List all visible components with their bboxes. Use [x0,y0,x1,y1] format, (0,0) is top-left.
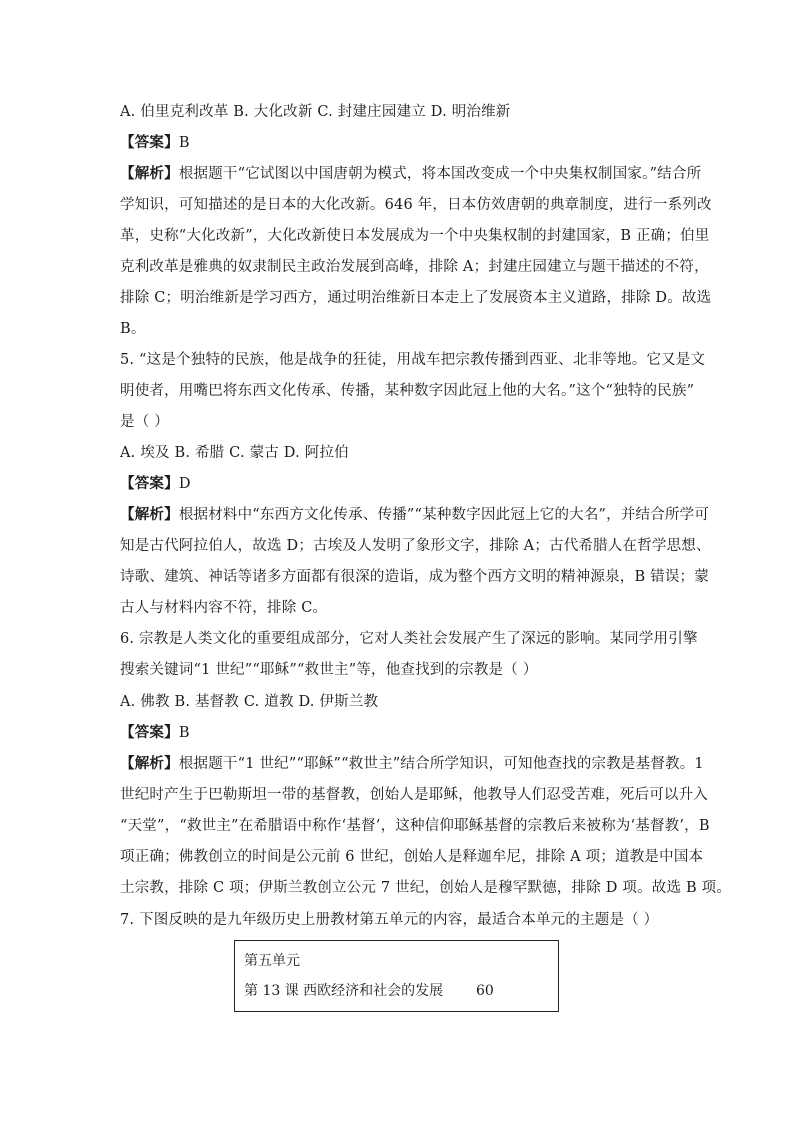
toc-lesson-title: 第 13 课 西欧经济和社会的发展 [244,983,444,999]
q7-stem: 7. 下图反映的是九年级历史上册教材第五单元的内容，最适合本单元的主题是（ ） [120,912,659,928]
q6-analysis-line: 项正确；佛教创立的时间是公元前 6 世纪，创始人是释迦牟尼，排除 A 项；道教是中国本 [120,849,704,865]
analysis-label: 【解析】 [120,506,179,523]
q5-analysis-line: 古人与材料内容不符，排除 C。 [120,600,328,616]
q4-analysis-line: 学知识，可知描述的是日本的大化改新。646 年，日本仿效唐朝的典章制度，进行一系列改 [120,197,712,213]
toc-lesson-entry [244,981,544,1001]
answer-value: B [178,725,190,741]
q6-options: A. 佛教 B. 基督教 C. 道教 D. 伊斯兰教 [120,694,379,710]
q4-answer [120,133,682,153]
analysis-label: 【解析】 [120,165,179,182]
q6-stem-line: 搜索关键词“1 世纪”“耶稣”“救世主”等，他查找到的宗教是（ ） [120,662,538,678]
textbook-toc-figure [234,940,559,1012]
q4-analysis-line: 革，史称“大化改新”，大化改新使日本发展成为一个中央集权制的封建国家，B 正确；伯里 [120,228,710,244]
q6-analysis-line: 【解析】根据题干“1 世纪”“耶稣”“救世主”结合所学知识，可知他查找的宗教是基督教。1 [120,755,704,772]
toc-unit-title: 第五单元 [244,953,300,969]
q6-analysis-line: “天堂”，“救世主”在希腊语中称作‘基督’，这种信仰耶稣基督的宗教后来被称为‘基督教’，B [120,818,710,834]
q5-answer [120,474,682,494]
q4-options: A. 伯里克利改革 B. 大化改新 C. 封建庄园建立 D. 明治维新 [120,104,511,120]
answer-label: 【答案】 [120,724,179,741]
q4-analysis-line: B。 [120,321,146,337]
q5-options: A. 埃及 B. 希腊 C. 蒙古 D. 阿拉伯 [120,445,349,461]
answer-value: D [178,476,191,492]
toc-page-number: 60 [476,983,494,999]
q6-answer [120,723,682,743]
q6-stem-line: 6. 宗教是人类文化的重要组成部分，它对人类社会发展产生了深远的影响。某同学用引擎 [120,631,698,647]
q5-stem-line: 5. “这是个独特的民族，他是战争的狂徒，用战车把宗教传播到西亚、北非等地。它又是文 [120,352,706,368]
q4-analysis-line: 排除 C；明治维新是学习西方，通过明治维新日本走上了发展资本主义道路，排除 D。故选 [120,290,712,306]
q6-analysis-line: 世纪时产生于巴勒斯坦一带的基督教，创始人是耶稣，他教导人们忍受苦难，死后可以升入 [120,787,708,803]
q4-analysis-line: 克利改革是雅典的奴隶制民主政治发展到高峰，排除 A；封建庄园建立与题干描述的不符， [120,259,709,275]
analysis-label: 【解析】 [120,755,179,772]
q5-stem-line: 明使者，用嘴巴将东西文化传承、传播，某种数字因此冠上他的大名。”这个“独特的民族” [120,383,695,399]
q5-analysis-line: 诗歌、建筑、神话等诸多方面都有很深的造诣，成为整个西方文明的精神源泉，B 错误；蒙 [120,569,709,585]
q5-stem-line: 是（ ） [120,414,169,430]
answer-label: 【答案】 [120,134,179,151]
q5-analysis-line: 知是古代阿拉伯人，故选 D；古埃及人发明了象形文字，排除 A；古代希腊人在哲学思想、 [120,538,711,554]
answer-value: B [178,135,190,151]
answer-label: 【答案】 [120,475,179,492]
q5-analysis-line: 【解析】根据材料中“东西方文化传承、传播”“某种数字因此冠上它的大名”，并结合所学可 [120,506,710,523]
q4-analysis-line: 【解析】根据题干“它试图以中国唐朝为模式，将本国改变成一个中央集权制国家。”结合所 [120,165,702,182]
q6-analysis-line: 土宗教，排除 C 项；伊斯兰教创立公元 7 世纪，创始人是穆罕默德，排除 D 项。故选 B 项。 [120,880,732,896]
